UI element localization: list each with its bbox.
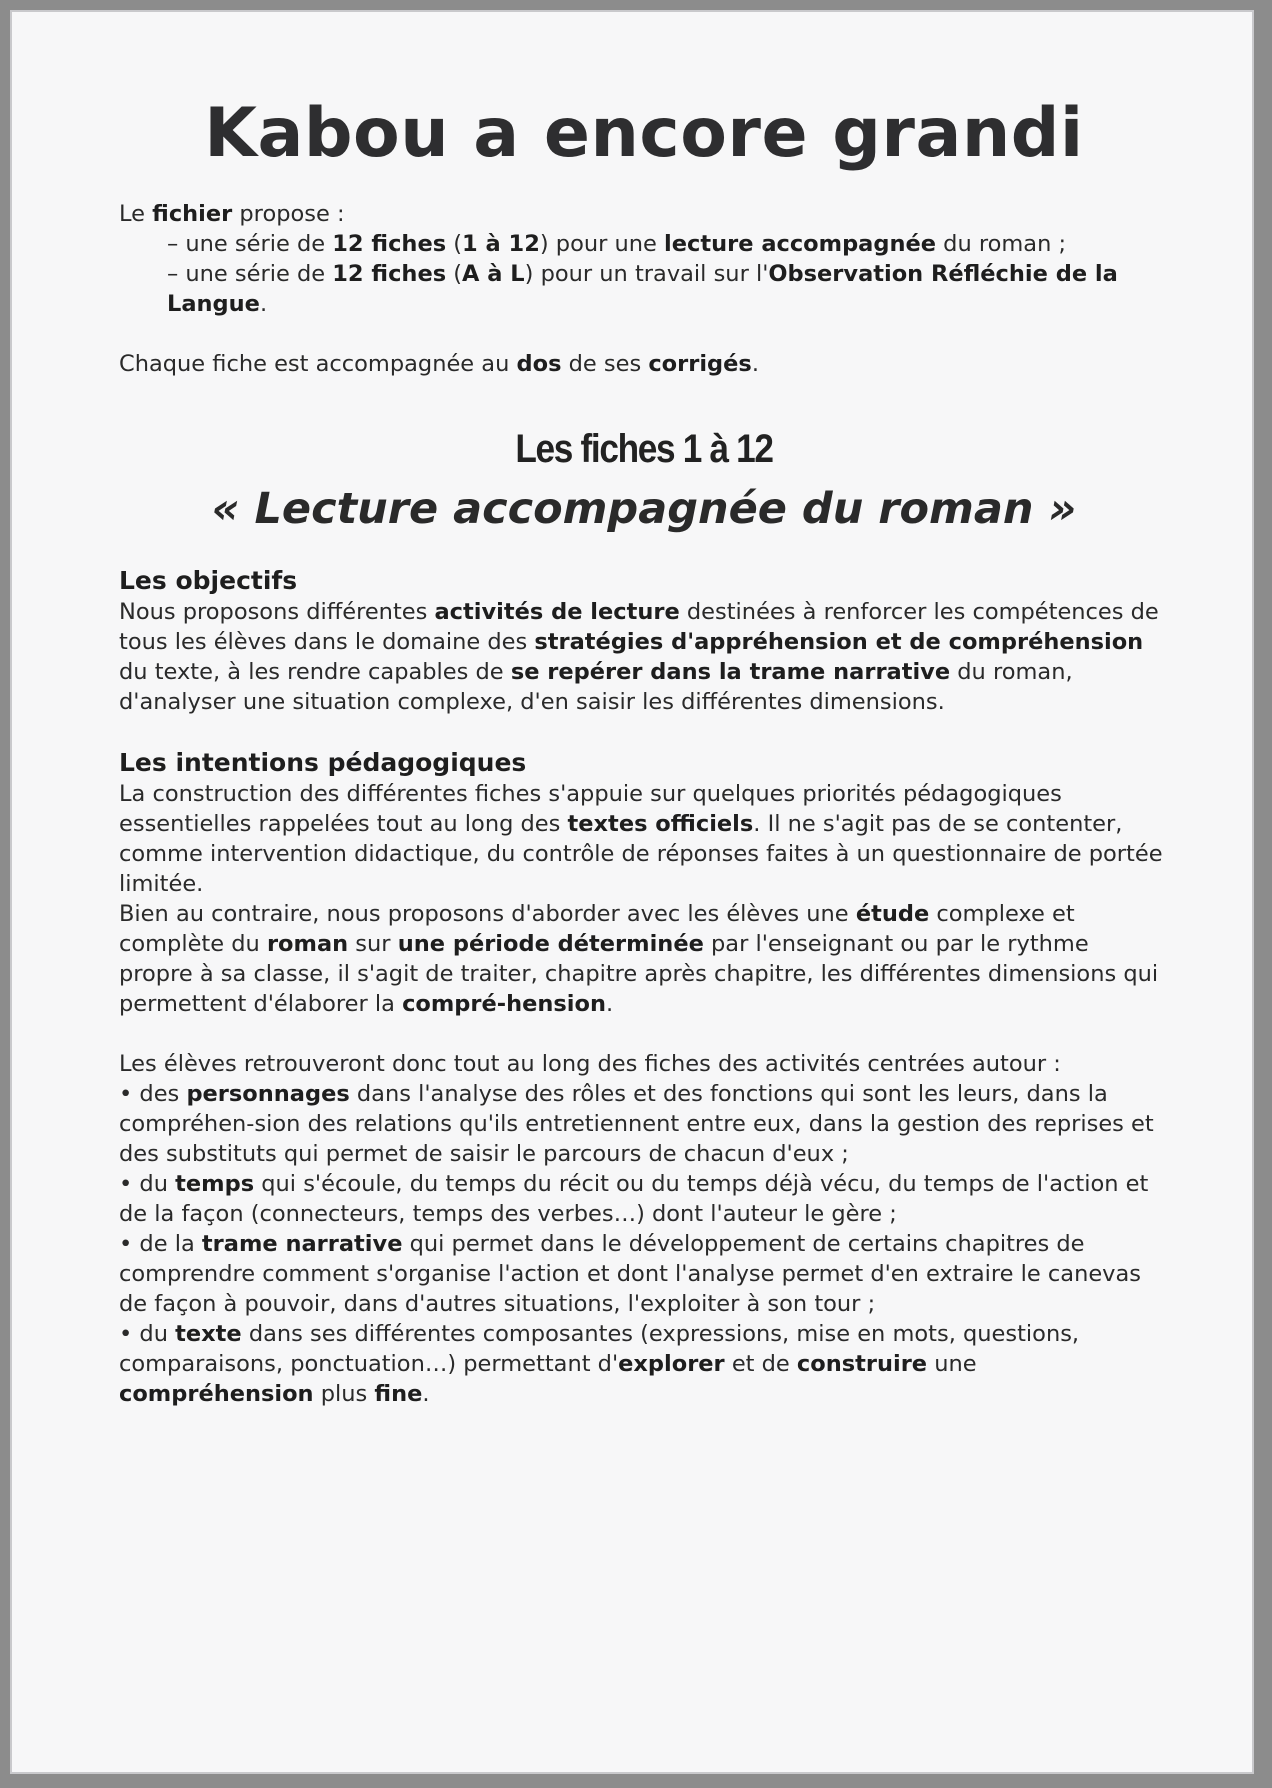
bullet-personnages [119,1079,1169,1169]
bold-text: trame narrative [201,1231,403,1258]
text-run: . [422,1381,430,1408]
bold-text: explorer [618,1351,725,1378]
text-run: du roman ; [936,231,1067,258]
intentions-paragraph-1 [119,779,1169,899]
text-run: – une série de [167,231,333,258]
bold-text: stratégies d'appréhension et de compréhension [534,629,1144,656]
bold-text: se repérer dans la trame narrative [510,659,951,686]
intro-item-observation [119,259,1169,319]
bold-text: textes officiels [567,811,754,838]
text-run: • des [119,1081,187,1108]
document-page [10,10,1254,1774]
text-run: du texte, à les rendre capables de [119,659,511,686]
bullet-trame-narrative [119,1229,1169,1319]
text-run: . [751,351,759,378]
text-run: Nous proposons différentes [119,599,435,626]
text-run: . Il ne s'agit pas de se contenter, comme intervention didactique, du contrôle de réponses faites à un questionnaire de portée limitée. [119,811,1163,898]
bold-text: A à L [462,261,525,288]
text-run: • du [119,1171,176,1198]
text-run: qui permet dans le développement de certains chapitres de comprendre comment s'organise l'action et dont l'analyse permet d'en extraire le canevas de façon à pouvoir, dans d'autres situations, l'exploiter à son tour ; [119,1231,1142,1318]
intro-corriges-line [119,349,1169,379]
intro-item-lecture [119,229,1169,259]
text-run: de ses [561,351,649,378]
bold-text: corrigés [648,351,752,378]
bullet-temps [119,1169,1169,1229]
page-content [119,94,1169,1409]
bold-text: une période déterminée [397,931,704,958]
text-run: qui s'écoule, du temps du récit ou du temps déjà vécu, du temps de l'action et de la façon (connecteurs, temps des verbes…) dont l'auteur le gère ; [119,1171,1149,1228]
text-run: Le [119,201,153,228]
intro-line [119,199,1169,229]
section-subtitle: « Lecture accompagnée du roman » [211,484,1077,535]
text-run: – une série de [167,261,333,288]
bold-text: Observation Réfléchie de la Langue [167,261,1118,318]
text-run: ) pour un travail sur l' [524,261,769,288]
bold-text: texte [175,1321,242,1348]
bold-text: fine [374,1381,423,1408]
text-run: destinées à renforcer les compétences de tous les élèves dans le domaine des [119,599,1159,656]
text-run: dans ses différentes composantes (expressions, mise en mots, questions, comparaisons, ponctuation…) permettant d' [119,1321,1080,1378]
bold-text: lecture accompagnée [664,231,937,258]
text-run: ( [446,261,463,288]
bold-text: personnages [186,1081,350,1108]
bold-text: dos [516,351,562,378]
bold-text: construire [796,1351,928,1378]
text-run: Chaque fiche est accompagnée au [119,351,517,378]
intentions-heading: Les intentions pédagogiques [119,748,527,778]
text-run: ) pour une [539,231,665,258]
bold-text: étude [855,901,930,928]
text-run: Les élèves retrouveront donc tout au long des fiches des activités centrées autour : [119,1051,1061,1078]
bold-text: temps [175,1171,255,1198]
page-title: Kabou a encore grandi [204,94,1084,173]
text-run: . [259,291,268,318]
text-run: La construction des différentes fiches s'appuie sur quelques priorités pédagogiques essentielles rappelées tout au long des [119,781,1062,838]
text-run: . [605,991,614,1018]
bold-text: compré-hension [402,991,606,1018]
text-run: complexe et complète du [119,901,1075,958]
bold-text: roman [266,931,349,958]
objectifs-paragraph [119,597,1169,717]
bullet-texte [119,1319,1169,1409]
text-run: • du [119,1321,176,1348]
intentions-paragraph-3 [119,1049,1169,1079]
intentions-paragraph-2 [119,899,1169,1019]
text-run: dans l'analyse des rôles et des fonctions qui sont les leurs, dans la compréhen-sion des relations qu'ils entretiennent entre eux, dans la gestion des reprises et des substituts qui permet de saisir le parcours de chacun d'eux ; [119,1081,1154,1168]
objectifs-heading: Les objectifs [119,566,298,596]
bold-text: 1 à 12 [462,231,540,258]
bold-text: 12 fiches [332,261,447,288]
text-run: du roman, d'analyser une situation complexe, d'en saisir les différentes dimensions. [119,659,1073,716]
text-run: ( [446,231,463,258]
bold-text: activités de lecture [434,599,680,626]
bold-text: fichier [152,201,233,228]
text-run: plus [313,1381,375,1408]
text-run: Bien au contraire, nous proposons d'aborder avec les élèves une [119,901,856,928]
text-run: sur [348,931,398,958]
text-run: une [927,1351,977,1378]
bold-text: 12 fiches [332,231,447,258]
text-run: et de [724,1351,797,1378]
text-run: propose : [232,201,345,228]
text-run: • de la [119,1231,202,1258]
text-run: par l'enseignant ou par le rythme propre à sa classe, il s'agit de traiter, chapitre après chapitre, les différentes dimensions qui permettent d'élaborer la [119,931,1159,1018]
section-title: Les fiches 1 à 12 [515,427,773,472]
bold-text: compréhension [119,1381,314,1408]
